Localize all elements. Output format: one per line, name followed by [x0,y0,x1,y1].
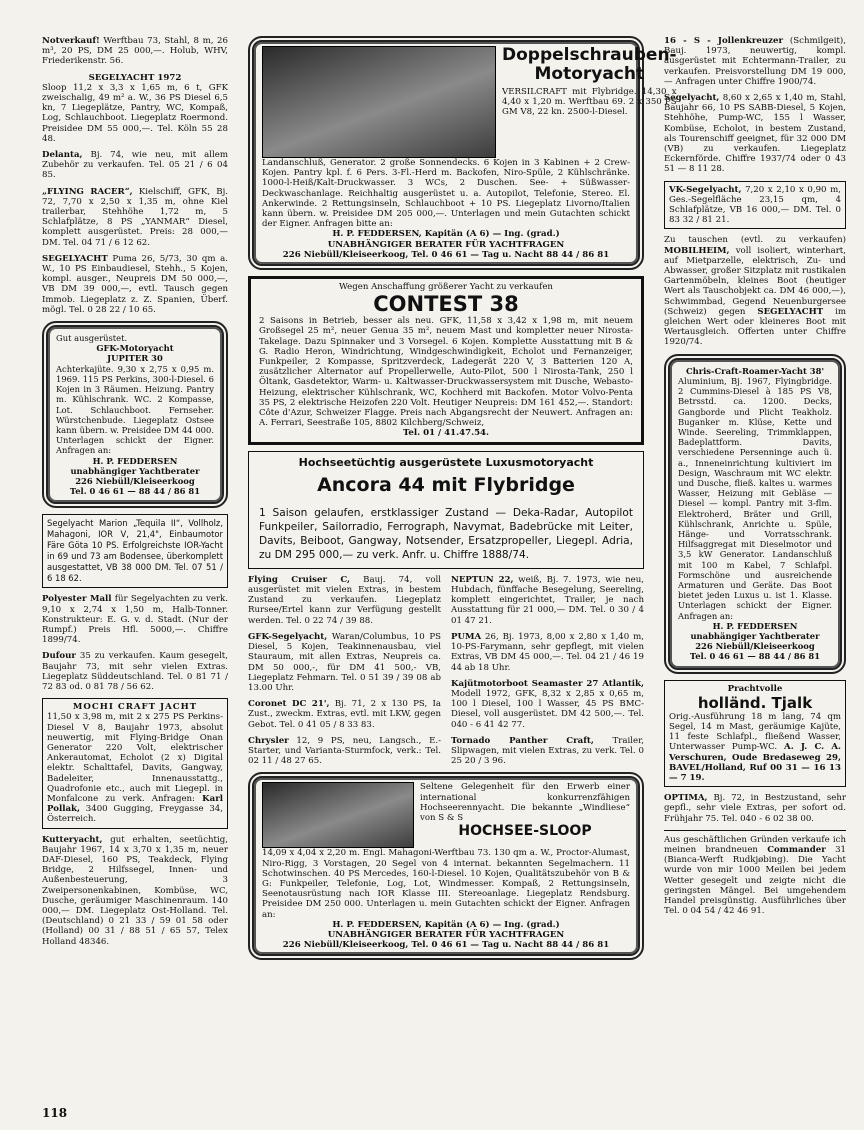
ad-doppelschrauben: Doppelschrauben-Motoryacht VERSILCRAFT mit Flybridge. 14,30 x 4,40 x 1,20 m. Werftbau 69. 2 x 350 PS GM V8, 22 kn. 2500-l-Diesel. Landanschluß, Generator. 2 große Sonnendecks. 6 Kojen in 3 Kabinen + 2 Crew-Kojen. Pantry kpl. f. 6 Pers. 3-Fl.-Herd m. Backofen, Niro-Spüle, 2 Kühlschränke. 1000-l-Heiß/Kalt-Druckwasser. 3 WCs, 2 Duschen. See- + Süßwasser-Deckwaschanlage. Reichhaltig ausgerüstet u. a. Autopilot, Telefonie, Stereo. El. Ankerwinde. 2 Rettungsinseln, Schlauchboot + 10 PS. Liegeplatz Livorno/Italien kann übern. w. Preisidee DM 205 000,—. Unterlagen und mein Gutachten schickt der Eigner. Anfragen bitte an: H. P. FEDDERSEN, Kapitän (A 6) — Ing. (grad.) UNABHÄNGIGER BERATER FÜR YACHTFRAGEN 226 Niebüll/Kleiseerkoog, Tel. 0 46 61 — Tag u. Nacht 88 44 / 86 81 [248,36,644,270]
ad-chrysler: Chrysler 12, 9 PS, neu, Langsch., E.-Starter, und Varianta-Sturmfock, verk.: Tel. 02 11 / 48 27 65. [248,735,441,767]
ad-puma-26: PUMA 26, Bj. 1973, 8,00 x 2,80 x 1,40 m, 10-PS-Farymann, sehr gepflegt, mit vielen Extras, VB DM 45 000,—. Tel. 04 21 / 46 19 44 ab 18 Uhr. [451,631,644,673]
ad-dufour: Dufour 35 zu verkaufen. Kaum gesegelt, Baujahr 73, mit sehr vielen Extras. Liegeplatz Süddeutschland. Tel. 0 81 71 / 72 83 od. 0 81 78 / 56 62. [42,651,228,692]
ad-contest-38: Wegen Anschaffung größerer Yacht zu verkaufen CONTEST 38 2 Saisons in Betrieb, besser als neu. GFK, 11,58 x 3,42 x 1,98 m, mit neuem Großsegel 25 m², neuer Genua 35 m², neuem Mast und kompletter neuer Nirosta-Takelage. Dazu Spinnaker und 3 Vorsegel. 6 Kojen. Komplette Ausstattung mit B & G. Radio Heron, Windrichtung, Windgeschwindigkeit, Echolot und Fernanzeiger, Funkpeiler, 2 Kompasse, Spritzverdeck, Ladegerät 220 V, 3 Batterien 120 A, zusätzlicher Alternator auf Propellerwelle, Auto-Pilot, 500 l Nirosta-Tank, 250 l Öltank, Gasdetektor, Warm- u. Kaltwasser-Druckwassersystem mit Dusche, Webasto-Heizung, elektrischer Kühlschrank, WC, Kochherd mit Backofen. Motor Volvo-Penta 35 PS, 2 elektrische Heizofen 220 Volt. Heutiger Neupreis: DM 161 452,—. Standort: Côte d'Azur, Schweizer Flagge. Preis nach Abgangsrecht der Neuwert. Anfragen an: A. Ferrari, Seestraße 105, 8802 Kilchberg/Schweiz, Tel. 01 / 41.47.54. [248,276,644,445]
ad-ancora-44: Hochseetüchtig ausgerüstete Luxusmotoryacht Ancora 44 mit Flybridge 1 Saison gelaufen, erstklassiger Zustand — Deka-Radar, Autopilot Funkpeiler, Sailorradio, Ferrograph, Navymat, Badebrücke mit Leiter, Davits, Beiboot, Gangway, Notsender, Ersatzpropeller, Liegepl. Adria, zu DM 295 000,— zu verk. Anfr. u. Chiffre 1888/74. [248,451,644,569]
ad-tequila: Segelyacht Marion „Tequila II“, Vollholz, Mahagoni, IOR V, 21,4", Einbaumotor Färe Göta 10 PS. Erfolgreichste IOR-Yacht in 69 und 73 am Bodensee, überkomplett ausgestattet, VB 38 000 DM. Tel. 07 51 / 6 18 62. [42,514,228,588]
ad-gfk-segelyacht: GFK-Segelyacht, Waran/Columbus, 10 PS Diesel, 5 Kojen, Teakinnenausbau, viel Stauraum, mit allen Extras, Neupreis ca. DM 50 000,-, für DM 41 500,- VB, Liegeplatz Fehmarn. Tel. 0 51 39 / 39 08 ab 13.00 Uhr. [248,631,441,693]
ad-kutteryacht: Kutteryacht, gut erhalten, seetüchtig, Baujahr 1967, 14 x 3,70 x 1,35 m, neuer DAF-Diesel, 160 PS, Teakdeck, Flying Bridge, 2 Hilfssegel, Innen- und Außenbesteuerung, 3 Zweipersonenkabinen, Kombüse, WC, Dusche, geräumiger Maschinenraum. 140 000,— DM. Liegeplatz Ost-Holland. Tel. (Deutschland) 0 21 33 / 59 01 58 oder (Holland) 00 31 / 88 51 / 65 57, Telex Holland 48346. [42,834,228,947]
ad-coronet: Coronet DC 21', Bj. 71, 2 x 130 PS, Ia Zust., zweckm. Extras, evtl. mit LKW, gegen Gebot. Tel. 0 41 05 / 8 33 83. [248,699,441,730]
ad-jollenkreuzer: 16 - S - Jollenkreuzer (Schmilgeit), Bauj. 1973, neuwertig, kompl. ausgerüstet mit Echtermann-Trailer, zu verkaufen. Preisvorstellung DM 19 000,— Anfragen unter Chiffre 1900/74. [664,36,846,87]
ad-jupiter-30: Gut ausgerüstet. GFK-Motoryacht JUPITER 30 Achterkajüte. 9,30 x 2,75 x 0,95 m. 1969. 115 PS Perkins, 300-l-Diesel. 6 Kojen in 3 Räumen. Heizung. Pantry m. Kühlschrank. WC. 2 Kompasse, Lot. Schlauchboot. Fernseher. Würstchenbude. Liegeplatz Ostsee kann übern. w. Preisidee DM 44 000. Unterlagen schickt der Eigner. Anfragen an: H. P. FEDDERSEN unabhängiger Yachtberater 226 Niebüll/Kleiseerkoog Tel. 0 46 61 — 88 44 / 86 81 [42,321,228,508]
yacht-photo [262,46,496,158]
ad-polyester: Polyester Mall für Segelyachten zu verk. 9,10 x 2,74 x 1,50 m, Halb-Tonner. Konstrukteur: E. G. v. d. Stadt. (Nur der Rumpf.) Preis Hfl. 5000,—. Chiffre 1899/74. [42,594,228,646]
ad-vk-segelyacht: VK-Segelyacht, 7,20 x 2,10 x 0,90 m, Ges.-Segelfläche 23,15 qm, 4 Schlafplätze, VB 16 000,— DM. Tel. 0 83 32 / 81 21. [664,181,846,230]
ad-mochi-craft: MOCHI CRAFT JACHT 11,50 x 3,98 m, mit 2 x 275 PS Perkins-Diesel V 8, Baujahr 1973, absolut neuwertig, mit Flying-Bridge Onan Generator 220 Volt, elektrischer Ankerautomat, Echolot (2 x) Digital elektr. Schalttafel, Davits, Gangway, Badeleiter, Innenausstattg., Quadrofonie etc., auch mit Liegepl. in Monfalcone zu verk. Anfragen: Karl Pollak, 3400 Gugging, Freygasse 34, Österreich. [42,698,228,828]
ad-mobilheim: Zu tauschen (evtl. zu verkaufen) MOBILHEIM, voll isoliert, winterhart, auf Mietparzelle, elektrisch, Zu- und Abwasser, großer Sitzplatz mit rustikalen Gartenmöbeln, kleines Boot (heutiger Wert als Tauschobjekt ca. DM 46 000,—), Schwimmbad, Gegend Neuenburgersee (Schweiz) gegen SEGELYACHT im gleichen Wert oder kleineres Boot mit Wertausgleich. Offerten unter Chiffre 1920/74. [664,235,846,348]
ad-optima: OPTIMA, Bj. 72, in Bestzustand, sehr gepfl., sehr viele Extras, per sofort od. Frühjahr 75. Tel. 040 - 6 02 38 00. [664,793,846,824]
ad-flying-cruiser: Flying Cruiser C, Bauj. 74, voll ausgerüstet mit vielen Extras, in bestem Zustand zu verkaufen. Liegeplatz Rursee/Ertel kann zur Verfügung gestellt werden. Tel. 0 22 74 / 39 88. [248,574,441,626]
ad-neptun-22: NEPTUN 22, weiß, Bj. 7. 1973, wie neu, Hubdach, fünffache Besegelung, Seereling, komplett eingerichtet, Trailer, je nach Ausstattung für 21 000,— DM. Tel. 0 30 / 4 01 47 21. [451,574,644,626]
ad-puma-segelyacht: SEGELYACHT Puma 26, 5/73, 30 qm a. W., 10 PS Einbaudiesel, Stehh., 5 Kojen, kompl. ausger., Neupreis DM 50 000,—, VB DM 39 000,—, evtl. Tausch gegen Immob. Liegeplatz z. Z. Spanien, Überf. mögl. Tel. 0 28 22 / 10 65. [42,253,228,315]
sloop-photo [262,782,414,848]
ad-segelyacht-1972: SEGELYACHT 1972 Sloop 11,2 x 3,3 x 1,65 m, 6 t, GFK zweischalig, 49 m² a. W., 36 PS Diesel 6,5 kn, 7 Liegeplätze, Pantry, WC, Kompaß, Log, Schlauchboot. Liegeplatz Roermond. Preisidee DM 55 000,—. Tel. Köln 55 28 48. [42,72,228,144]
ad-flying-racer: „FLYING RACER“, Kielschiff, GFK, Bj. 72, 7,70 x 2,50 x 1,35 m, ohne Kiel trailerbar, Stehhöhe 1,72 m, 5 Schlafplätze, 8 PS „YANMAR“ Diesel, komplett ausgerüstet. Preis: 28 000,— DM. Tel. 04 71 / 6 12 62. [42,186,228,248]
ad-delanta: Delanta, Bj. 74, wie neu, mit allem Zubehör zu verkaufen. Tel. 05 21 / 6 04 85. [42,150,228,181]
ad-tjalk: Prachtvolle holländ. Tjalk Orig.-Ausführung 18 m lang, 74 qm Segel, 14 m Mast, geräumige Kajüte, 11 feste Schlafpl., fließend Wasser, Unterwasser Pump-WC. A. J. C. A. Verschuren, Oude Bredaseweg 29, BAVEL/Holland, Ruf 00 31 — 16 13 — 7 19. [664,680,846,788]
ad-seamaster: Kajütmotorboot Seamaster 27 Atlantik, Modell 1972, GFK, 8,32 x 2,85 x 0,65 m, 100 l Diesel, 100 l Wasser, 45 PS BMC-Diesel, voll ausgerüstet. DM 42 500,—. Tel. 040 - 6 41 42 77. [451,678,644,730]
page-number: 118 [42,1106,68,1120]
ad-segelyacht-860: Segelyacht, 8,60 x 2,65 x 1,40 m, Stahl, Baujahr 66, 10 PS SABB-Diesel, 5 Kojen, Stehhöhe, Pump-WC, 155 l Wasser, Kombüse, Echolot, in bestem Zustand, als Tourenschiff geeignet, für 32 000 DM (VB) zu verkaufen. Liegeplatz Eckernförde. Chiffre 1937/74 oder 0 43 51 — 8 11 28. [664,93,846,175]
ad-notverkauf: Notverkauf! Werftbau 73, Stahl, 8 m, 26 m³, 20 PS, DM 25 000,—. Holub, WHV, Friederikenstr. 56. [42,36,228,67]
ad-hochsee-sloop: Seltene Gelegenheit für den Erwerb einer international konkurrenzfähigen Hochseerennyacht. Die bekannte „Windliese“ von S & S HOCHSEE-SLOOP 14,09 x 4,04 x 2,20 m. Engl. Mahagoni-Werftbau 73. 130 qm a. W., Proctor-Alumast, Niro-Rigg, 3 Vorstagen, 20 Segel von 4 internat. bekannten Segelmachern. 11 Schotwinschen. 40 PS Mercedes, 160-l-Diesel. 10 Kojen, Qualitätszubehör von B & G: Funkpeiler, Telefonie, Log, Lot, Windmesser. Kompaß, 2 Rettungsinseln, Seenotausrüstung nach IOR Klasse III. Stereoanlage. Liegeplatz Rendsburg. Preisidee DM 250 000. Unterlagen u. mein Gutachten schickt der Eigner. Anfragen an: H. P. FEDDERSEN, Kapitän (A 6) — Ing. (grad.) UNABHÄNGIGER BERATER FÜR YACHTFRAGEN 226 Niebüll/Kleiseerkoog, Tel. 0 46 61 — Tag u. Nacht 88 44 / 86 81 [248,772,644,960]
ad-commander: Aus geschäftlichen Gründen verkaufe ich meinen brandneuen Commander 31 (Bianca-Werft Rudkjøbing). Die Yacht wurde von mir 1000 Meilen bei jedem Wetter gesegelt und zeigte nicht die geringsten Mängel. Bei umgehendem Handel preisgünstig. Ausführliches über Tel. 0 04 54 / 42 46 91. [664,830,846,917]
ad-chris-craft: Chris-Craft-Roamer-Yacht 38' Aluminium, Bj. 1967, Flyingbridge. 2 Cummins-Diesel à 185 PS V8, Betrsstd. ca. 1200. Decks, Gangborde und Plicht Teakholz. Buganker m. Klüse, Kette und Winde. Seereling, Trimmklappen, Badeplattform. Davits, verschiedene Persenninge auch ü. a., Inneneinrichtung kultiviert im Design, Waschraum mit WC elektr. und Dusche, fließ. kaltes u. warmes Wasser, Heizung mit Gebläse — Diesel — kompl. Pantry mit 3-flm. Elektroherd, Bräter und Grill, Kühlschrank, Anrichte u. Spüle, Hänge- und Vorratsschrank. Hilfsaggregat mit Dieselmotor und 3,5 kW Generator. Landanschluß mit 100 m Kabel, 7 Schlafpl. Formschöne und ausreichende Armaturen und Geräte. Das Boot bietet jeden Luxus u. ist 1. Klasse. Unterlagen schickt der Eigner. Anfragen an: H. P. FEDDERSEN unabhängiger Yachtberater 226 Niebüll/Kleiseerkoog Tel. 0 46 61 — 88 44 / 86 81 [664,354,846,674]
ad-tornado: Tornado Panther Craft, Trailer, Slipwagen, mit vielen Extras, zu verk. Tel. 0 25 20 / 3 96. [451,735,644,767]
